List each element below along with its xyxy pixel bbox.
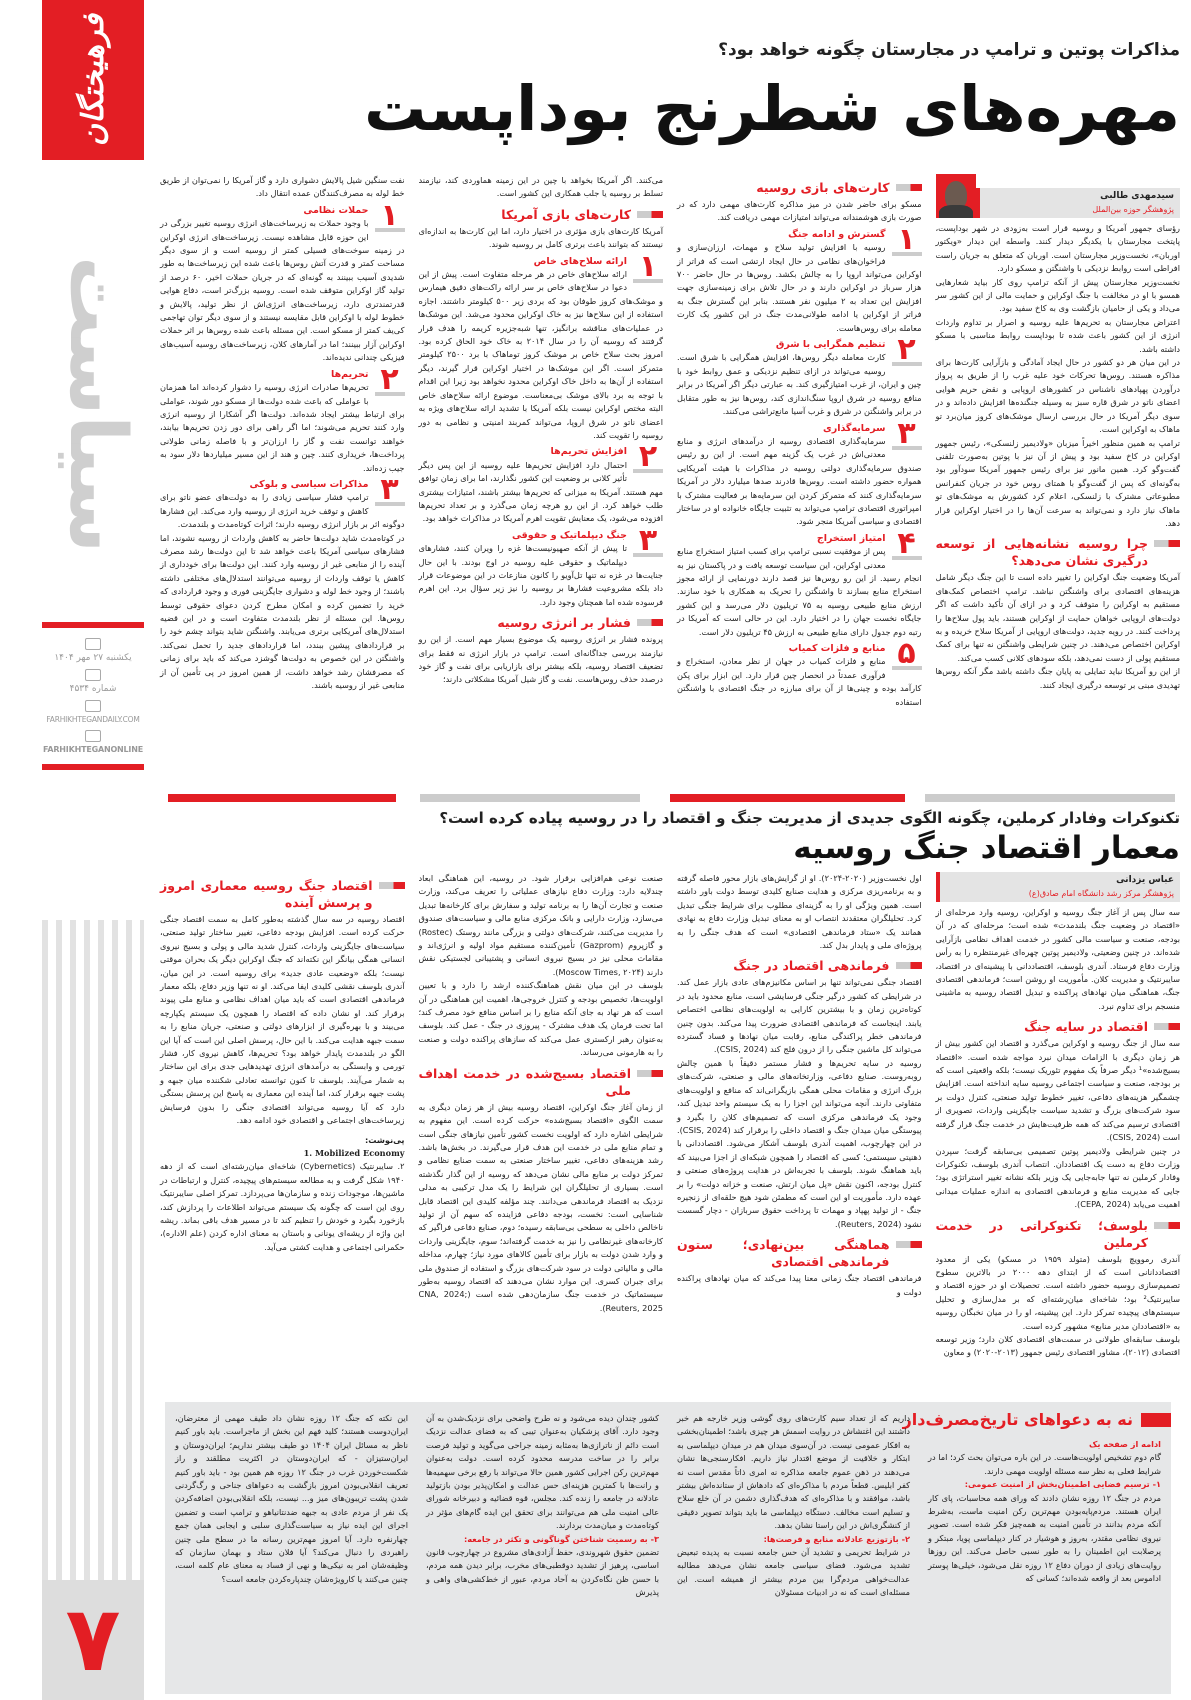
paragraph: بلوسف سابقه‌ای طولانی در سمت‌های اقتصادی کلان دارد؛ وزیر توسعه اقتصادی (۲۰۱۲)، مشاور اقتصادی رئیس جمهور (۲۰۱۳-۲۰۲۰) و معاون [935,1333,1180,1358]
numbered-subheading: تنظیم همگرایی با شرق [775,339,886,351]
author-box [936,872,1181,902]
section-number: ۲ [892,338,922,366]
paragraph: ارائه سلاح‌های خاص در هر مرحله متفاوت است. پیش از این دعوا در سلاح‌های خاص بر سر ارائه راکت‌های دقیق هیمارس و موشک‌های کروز طوفان بود که بردی زیر ۵۰۰ کیلومتر داشتند. اجازه استفاده از این سلاح‌ها نیز به خاک اوکراین محدود می‌شد. این موشک‌ها در عملیات‌های مناقشه برانگیز، تنها شبه‌جزیره کریمه را هدف قرار گرفتند که روسیه آن را در سال ۲۰۱۴ به خاک خود الحاق کرده بود. امروز بحث سلاح خاص بر موشک کروز توماهاک با برد ۲۵۰۰ کیلومتر متمرکز است. اگر این موشک‌ها در اختیار اوکراین قرار گیرند، دیگر استفاده از آن‌ها به داخل خاک اوکراین محدود نخواهد بود زیرا این اقدام با توجه به برد بالای موشک بی‌معناست. موضوع ارائه سلاح‌های خاص البته مختص اوکراین نیست بلکه آمریکا با تشدید ارائه سلاح‌های ویژه به اعضای ناتو در شرق اروپا، می‌تواند کمربند امنیتی و نظامی به دور روسیه را تقویت کند. [418,269,663,440]
subheading: اقتصاد در سایه جنگ [936,1018,1181,1035]
article2-headline: معمار اقتصاد جنگ روسیه [793,830,1180,866]
article1-header [160,40,1180,154]
issue-number: شماره ۴۵۳۴ [69,684,117,694]
issue-info [42,622,144,780]
paragraph: احتمال دارد افزایش تحریم‌ها علیه روسیه از این پس دیگر تأثیر کلانی بر وضعیت این کشور نگذارند، اما برای زمان توافق مهم هستند. آمریکا به میزانی که تحریم‌ها بیشتر باشند، امتیازات بیشتری طلب خواهد کرد. از این رو هرچه زمان می‌گذرد و بر تعداد تحریم‌ها افزوده می‌شود، یک معنایش تقویت اهرم آمریکا در مذاکرات خواهد بود. [418,459,663,524]
paragraph: مردم در جنگ ۱۲ روزه نشان دادند که ورای همه محاسبات، پای کار ایران هستند. مردم‌پایه‌بودن مهم‌ترین رکن امنیت ماست، به‌شرط آنکه مردم بدانند در تأمین امنیت به همه‌چیز فکر شده است. تصویر نیروی نظامی مقتدر، به‌روز و هوشیار در کنار دیپلماسی پویا، مبتکر و پرصلابت این اطمینان را به طور نسبی حاصل می‌کند. این روزها روایت‌های زیادی از دوران دفاع ۱۲ روزه نقل می‌شود، خیلی‌ها پوستر اداموس بعد از واقعه شده‌اند؛ کسانی که [928,1492,1161,1584]
paragraph: مسکو برای حاضر شدن در میز مذاکره کارت‌های مهمی دارد که در صورت بازی هوشمندانه می‌تواند امتیازات مهمی دریافت کند. [677,199,922,223]
editorial-body [175,1412,1161,1688]
article2-body [160,872,1180,1396]
paragraph: نفت سنگین شیل پالایش دشواری دارد و گاز آمریکا را نمی‌توان از طریق خط لوله به مصرف‌کنندگان عمده انتقال داد. [160,175,405,199]
section-number: ۲ [633,445,663,473]
paragraph: از زمان آغاز جنگ اوکراین، اقتصاد روسیه بیش از هر زمان دیگری به سمت الگوی «اقتصاد بسیج‌شده» حرکت کرده است. این مفهوم به شرایطی اشاره دارد که اولویت نخست کشور تأمین نیازهای جنگی است و تمام منابع ملی در خدمت این هدف قرار می‌گیرند. در بخش‌ها باشد. رشد هزینه‌های دفاعی، تغییر ساختار صنعتی به سمت صنایع نظامی و تمرکز دولت بر منابع مالی نشان می‌دهد که روسیه از این گذار نگذشته است. بسیاری از تحلیلگران این شرایط را یک مدل ترکیبی به مدلی نزدیک به اقتصاد فرماندهی می‌دانند. چند مؤلفه کلیدی این اقتصاد قابل شناسایی است: نخست، بودجه دفاعی فزاینده که سهم آن از تولید ناخالص داخلی به سطحی بی‌سابقه رسیده؛ دوم، صنایع دفاعی فراگیر که کارخانه‌های غیرنظامی را نیز به خدمت گرفته‌اند؛ سوم، جایگزینی واردات و وارد شدن دولت به بازار برای تأمین کالاهای مورد نیاز؛ چهارم، مداخله مالی و مالیاتی دولت در سود شرکت‌های بزرگ و استفاده از صندوق ملی برای جبران کسری. این موارد نشان می‌دهند که اقتصاد روسیه به‌طور سیستماتیک در خدمت جنگ سازمان‌دهی شده است (CNA, 2024; Reuters, 2025). [418,1101,663,1313]
numbered-section [677,332,922,368]
paragraph: سرمایه‌گذاری اقتصادی روسیه از درآمدهای انرژی و منابع معدنی‌اش در غرب یک گزینه مهم است. از این رو رئیس صندوق سرمایه‌گذاری دولتی روسیه در مذاکرات با هیئت آمریکایی همواره حضور داشته است. روس‌ها قادرند صدها میلیارد دلار در آمریکا سرمایه‌گذاری کنند که متمرکز کردن این سرمایه‌ها بر فعالیت مشترک با امپراتوری اقتصادی ترامپ می‌تواند به تثبیت جایگاه خانواده او در ساختار اقتصادی و سیاسی آمریکا منجر شود. [677,435,922,527]
text-column [928,1412,1161,1585]
section-number: ۳ [633,529,663,557]
text-column [175,1412,408,1586]
decorative-pattern [42,920,144,1580]
divider [168,794,396,802]
text-column [677,1412,910,1600]
editorial-box [165,1402,1171,1694]
section-title: سیاست [52,256,142,554]
paragraph: روسیه در سایه تحریم‌ها و فشار مستمر دقیقاً با همین چالش روبه‌روست. صنایع دفاعی، وزارتخانه‌های مالی و صنعتی، شرکت‌های بزرگ انرژی و مقامات محلی همگی بازیگرانی‌اند که منافع و اولویت‌های متفاوتی دارند. آنچه می‌تواند این اجزا را به یک سیستم واحد تبدیل کند، وجود یک فرماندهی مرکزی است که تصمیم‌های کلان را بگیرد و پیوستگی میان میدان جنگ و اقتصاد داخلی را برقرار کند (CSIS, 2024). در این چهارچوب، اهمیت آندری بلوسف آشکار می‌شود. اقتصاددانی با ذهنیتی سیستمی؛ کسی که اقتصاد را همچون شبکه‌ای از اجزا می‌بیند که باید هماهنگ شوند. بلوسف با تجربه‌اش در هدایت پروژه‌های صنعتی و کنترل بودجه، اکنون نقش «پل میان ارتش، صنعت و خزانه دولت» را بر عهده دارد. مأموریت او این است که مطمئن شود هیچ حلقه‌ای از زنجیره جنگ - از تولید پهپاد و مهمات تا پرداخت حقوق سربازان - دچار گسست نشود (Reuters, 2024). [677,1057,922,1229]
website-icon [85,700,101,712]
numbered-section [160,197,405,233]
article1-body [160,174,1180,788]
website-link[interactable]: FARHIKHTEGANDAILY.COM [46,715,140,724]
paragraph: بلوسف در این میان نقش هماهنگ‌کننده ارشد را دارد و با تعیین اولویت‌ها، تخصیص بودجه و کنترل خروجی‌ها، اهمیت این هماهنگی در آن است که هر نهاد به جای آنکه منابع را بر اساس منافع خود مصرف کند؛ اما تحت فرمان یک هدف مشترک - پیروزی در جنگ - عمل کند. بلوسف به‌عنوان رهبر ارکستری عمل می‌کند که سازهای پراکنده دولت و صنعت را به هارمونی می‌رساند. [418,980,663,1058]
subheading: بلوسف؛ تکنوکراتی در خدمت کرملین [936,1217,1181,1251]
red-subheading: ۳- به رسمیت شناختن گوناگونی و تکثر در جامعه: [463,1533,659,1544]
numbered-section [160,471,405,507]
section-number: ۳ [375,478,405,506]
numbered-subheading: گسترش و ادامه جنگ [788,228,886,240]
author-byline [936,872,1181,902]
section-number: ۵ [892,642,922,670]
section-number: ۱ [892,228,922,256]
paragraph: پرونده فشار بر انرژی روسیه یک موضوع بسیار مهم است. از این رو نیازمند بررسی جداگانه‌ای است. ترامپ در بازار انرژی نه فقط برای تضعیف اقتصاد روسیه، بلکه بیشتر برای بازاریابی برای نفت و گاز خود درصدد حذف روس‌هاست. نفت و گاز شیل آمریکا مشکلاتی دارند؛ [418,634,663,685]
numbered-section [160,361,405,397]
paragraph: اقتصاد جنگی نمی‌تواند تنها بر اساس مکانیزم‌های عادی بازار عمل کند. در شرایطی که کشور درگیر جنگی فرسایشی است، منابع محدود باید در کوتاه‌ترین زمان و با بیشترین کارایی به اولویت‌های نظامی اختصاص یابند. اینجاست که فرماندهی اقتصادی ضرورت پیدا می‌کند. بدون چنین فرماندهی خطر پراکندگی منابع، رقابت میان نهادها و فساد گسترده می‌تواند کل ماشین جنگی را از درون فلج کند (CSIS, 2024). [677,977,922,1055]
paragraph: فرماندهی اقتصاد جنگ زمانی معنا پیدا می‌کند که میان نهادهای پراکنده دولت و [677,1273,922,1297]
text-column [160,872,405,1254]
numbered-section [677,525,922,561]
sidebar [0,0,150,1700]
text-column [677,872,922,1299]
footnotes-label: پی‌نوشت: [364,1134,405,1145]
paragraph: آمریکا کارت‌های بازی مؤثری در اختیار دارد، اما این کارت‌ها به اندازه‌ای نیستند که بتوانند باعث برتری کامل بر روسیه شوند. [418,225,663,250]
divider [42,764,144,770]
numbered-subheading: تحریم‌ها [331,368,369,380]
subheading: اقتصاد جنگ روسیه معماری امروز و پرسش آینده [160,877,405,911]
paragraph: منابع و فلزات کمیاب در جهان از نظر معادن، استخراج و فرآوری عمدتاً در انحصار چین قرار دارد. این ابزار برای پکن کارآمد بوده و چینی‌ها از آن برای مبارزه در جنگ اقتصادی با واشنگتن استفاده [677,656,922,707]
numbered-section [677,415,922,451]
paragraph: ترامپ فشار سیاسی زیادی را به دولت‌های عضو ناتو برای کاهش و توقف خرید انرژی از روسیه وارد می‌کند. این فشارها دوگونه اثر بر بازار انرژی روسیه دارند؛ اثرات کوتاه‌مدت و بلندمدت. [160,492,405,530]
text-column [936,872,1181,1360]
numbered-section [419,248,664,284]
calendar-icon [85,638,101,650]
divider [420,794,640,802]
social-handle[interactable]: FARHIKHTEGANONLINE [43,745,143,754]
numbered-section [677,221,922,257]
subheading: کارت‌های بازی آمریکا [419,206,664,223]
section-number: ۱ [375,204,405,232]
author-byline [936,174,1181,218]
section-number: ۱ [633,255,663,283]
numbered-subheading: منابع و فلزات کمیاب [788,643,886,654]
footnote: 1. Mobilized Economy [303,1147,405,1158]
red-subheading: ادامه از صفحه یک [1088,1439,1161,1449]
paragraph: آمریکا وضعیت جنگ اوکراین را تغییر داده است تا این جنگ دیگر شامل هزینه‌های اقتصادی برای واشنگتن نباشد. ترامپ اختصاص کمک‌های مستقیم به اوکراین را متوقف کرد و در ازای آن تأکید داشت که اگر دولت‌های اروپایی خواهان حمایت از اوکراین هستند، باید پول سلاح‌ها را پرداخت کنند. در رویه جدید، دولت‌های اروپایی از آمریکا سلاح خریده و به اوکراین اختصاص می‌دهند. در چنین شرایطی واشنگتن نه تنها برای کمک مستقیم پولی از دست نمی‌دهد، بلکه سودهای کلانی کسب می‌کند. [935,572,1180,663]
paragraph: ۲. سایبرنتیک (Cybernetics) شاخه‌ای میان‌رشته‌ای است که از دهه ۱۹۴۰ شکل گرفت و به مطالعه سیستم‌های پیچیده، کنترل و ارتباطات در ماشین‌ها، موجودات زنده و سازمان‌ها می‌پردازد. تمرکز اصلی سایبرنتیک روی این است که چگونه یک سیستم می‌تواند اطلاعات را پردازش کند، بازخورد بگیرد و خودش را تنظیم کند تا در مسیر هدف باقی بماند. ریشه این واژه از ریشه‌ای یونانی و باستان به معنای اداره کردن (علم الاداره)، حکمرانی اجتماعی و هدایت کشتی می‌آید. [160,1161,405,1252]
author-box [976,188,1181,218]
issue-date: یکشنبه ۲۷ مهر ۱۴۰۴ [54,653,132,663]
paragraph: اقتصاد روسیه در سه سال گذشته به‌طور کامل به سمت اقتصاد جنگی حرکت کرده است. افزایش بودجه دفاعی، تغییر ساختار تولید صنعتی، سیاست‌های جایگزینی واردات، کنترل شدید مالی و پولی و بسیج نیروی انسانی همگی بیانگر این نکته‌اند که جنگ اوکراین دیگر یک بحران موقتی نیست؛ بلکه «وضعیت عادی جدید» برای روسیه است. در این میان، آندری بلوسف نقشی کلیدی ایفا می‌کند. او نه تنها وزیر دفاع، بلکه معمار فرماندهی اقتصادی است که باید میان اهداف نظامی و منابع ملی پیوند برقرار کند. او نشان داده که اقتصاد را همچون یک سیستم یکپارچه می‌بیند و با بهره‌گیری از ابزارهای دولتی و صنعتی، جریان منابع را به سمت جبهه هدایت می‌کند. با این حال، پرسش اصلی این است که آیا این الگو در بلندمدت پایدار خواهد بود؟ تحریم‌ها، کاهش نیروی کار، فشار تورمی و وابستگی به درآمدهای انرژی تهدیدهایی جدی برای این ساختار به شمار می‌آیند. بلوسف تا کنون توانسته تعادلی شکننده میان جبهه و پشت جبهه برقرار کند، اما آینده این معماری به پاسخ این پرسش بستگی دارد که آیا روسیه می‌تواند اقتصادی جنگی را بدون فرسایش زیرساخت‌های اجتماعی و اقتصادی خود ادامه دهد. [160,914,405,1126]
paragraph: این نکته که جنگ ۱۲ روزه نشان داد طیف مهمی از معترضان، ایران‌دوست هستند؛ کلید فهم این بخش از ماجراست. باید باور کنیم ناظر به مسائل ایران ۱۴۰۴ دو طیف بیشتر نداریم؛ ایران‌دوستان و ایران‌ستیزان - که ایران‌دوستان در اکثریت مطلقند و راز شکست‌خوردن غرب در جنگ ۱۲ روزه هم همین بود - باید باور کنیم تعریف انقلابی‌بودن امروز بازگشت به دعواهای جناحی و رگ‌گردنی شدن پشت تریبون‌های میز و... نیست، بلکه انقلابی‌بودن اضافه‌کردن یک نفر از مردم عادی به جبهه ضدنتانیاهو و ترامپ است و تضمین اجرای این ایده نیاز به سیاست‌گذاری سلبی و ایجابی همان جمع چهارنفره دارد. آیا امروز مهم‌ترین رسانه ما در سطح ملی چنین راهبردی را دنبال می‌کند؟ آیا فلان ستاد و بهمان سازمان که وظیفه‌شان امر به نیکی‌ها و نهی از فساد به معنای عام کلمه است، چنین می‌کنند یا کارویژه‌شان چندپاره‌کردن جامعه است؟ [175,1413,409,1584]
paragraph: در این میان هر دو کشور در حال ایجاد آمادگی و بازآرایی کارت‌ها برای مذاکره هستند. روس‌ها تحرکات خود علیه غرب را از طریق به پرواز درآوردن پهپادهای ناشناس در کشورهای اروپایی و نقض حریم هوایی اعضای ناتو در شرق قاره سبز به وسیله جنگنده‌ها افزایش داده‌اند و در سوی دیگر آمریکا در حال بررسی ارسال موشک‌های کروز میان‌برد تو ماهاک به اوکراین است. [935,357,1180,435]
paragraph: تضمین حقوق شهروندی، حفظ آزادی‌های مشروع در چهارچوب قانون اساسی، پرهیز از تشدید دوقطبی‌های مخرب، برابر دیدن همه مردم، با حسن ظن نگاه‌کردن به آحاد مردم، عبور از خط‌کشی‌های واهی و پذیرش [426,1547,659,1598]
paragraph: روسیه با افزایش تولید سلاح و مهمات، ارزان‌سازی و فراخوان‌های نظامی در حال ایجاد ارتشی است که فراتر از اوکراین می‌تواند اروپا را به چالش بکشد. روس‌ها در حال حاضر ۷۰۰ هزار سرباز در اوکراین دارند و در حال تلاش برای زمینه‌سازی جهت افزایش این تعداد به ۲ میلیون نفر هستند. بنابر این گسترش جنگ به فراتر از اوکراین یا ادامه طولانی‌مدت جنگ در این کشور یک کارت معامله برای روس‌هاست. [677,242,922,333]
numbered-section [677,636,922,671]
text-column [936,174,1181,692]
paragraph: کارت معامله دیگر روس‌ها، افزایش همگرایی با شرق است. روسیه می‌تواند در ازای تنظیم نزدیکی و عمق روابط خود با چین و ایران، از غرب امتیازگیری کند. به عبارتی دیگر اگر آمریکا در برابر منافع روسیه در شرق اروپا سنگ‌اندازی کند، روس‌ها نیز به طور متقابل در برابر واشنگتن در شرق و غرب آسیا مانع‌تراشی می‌کنند. [677,352,922,417]
paragraph: در شرایط تحریمی و تشدید آن حس جامعه نسبت به پدیده تبعیض تشدید می‌شود. فضای سیاسی جامعه نشان می‌دهد مطالبه عدالت‌خواهی مردم‌گرا بین مردم بیشتر از همیشه است. این مسئله‌ای است که نه در ادبیات مسئولان [677,1547,910,1598]
section-number: ۴ [892,532,922,560]
section-number: ۳ [892,422,922,450]
subheading: اقتصاد بسیج‌شده در خدمت اهداف ملی [419,1065,664,1099]
text-column [677,174,922,709]
article1-headline: مهره‌های شطرنج بوداپست [364,72,1180,145]
newspaper-logo[interactable] [42,0,144,160]
numbered-subheading: ارائه سلاح‌های خاص [533,255,627,267]
paragraph: سه سال از جنگ روسیه و اوکراین می‌گذرد و اقتصاد این کشور بیش از هر زمان دیگری با الزامات میدان نبرد مواجه شده است. «اقتصاد بسیج‌شده»¹ دیگر صرفاً یک مفهوم تئوریک نیست؛ بلکه واقعیتی است که بر بودجه، صنعت و سیاست اجتماعی روسیه سایه انداخته است. افزایش چشمگیر هزینه‌های دفاعی، تغییر خطوط تولید صنعتی، کنترل دولت بر سود شرکت‌های بزرگ و تشدید سیاست جایگزینی واردات، تصویری از اقتصادی ترسیم می‌کند که همه ظرفیت‌هایش در خدمت جنگ قرار گرفته است (CSIS, 2024). [935,1038,1180,1143]
paragraph: می‌کنند. اگر آمریکا بخواهد با چین در این زمینه هماوردی کند، نیازمند تسلط بر روسیه یا جلب همکاری این کشور است. [418,175,663,199]
subheading: هماهنگی بین‌نهادی؛ ستون فرماندهی اقتصادی [677,1236,922,1270]
text-column [160,174,405,692]
paragraph: با وجود حملات به زیرساخت‌های انرژی روسیه تغییر بزرگی در این حوزه قابل مشاهده نیست. زیرساخت‌های انرژی اوکراین در زمینه سوخت‌های فسیلی کمتر از روسیه است و از سوی دیگر مساحت کمتر و قدرت آتش روس‌ها باعث شده این زیرساخت‌ها به طور شدیدی آسیب ببینند به گونه‌ای که در جریان حملات اخیر، ۶۰ درصد از تولید گاز اوکراین متوقف شده است. روسیه بزرگ‌تر است، دفاع هوایی قدرتمندتری دارد، زیرساخت‌های انرژی‌اش از نظر تولید، پالایش و خطوط لوله با اوکراین قابل مقایسه نیستند و از سوی دیگر توان تهاجمی کی‌یف کمتر از مسکو است. این مسئله باعث شده روس‌ها بر اثر حملات اوکراین آزار ببینند؛ اما در آمارهای کلان، زیرساخت‌های روسیه آسیب‌های فیزیکی چندانی ندیده‌اند. [160,218,405,363]
numbered-subheading: امتیاز استخراج [816,532,886,544]
paragraph: پس از موفقیت نسبی ترامپ برای کسب امتیاز استخراج منابع معدنی اوکراین، این سیاست توسعه یافت و در پاکستان نیز به انجام رسید. از این رو روس‌ها نیز قصد دارند دورنمایی از ارائه مجوز استخراج منابع بسازند تا واشنگتن را تحریک به همکاری با خود سازند. ارزش منابع طبیعی روسیه به ۷۵ تریلیون دلار می‌رسد و این کشور جایگاه نخست جهان را در اختیار دارد. این در حالی است که آمریکا در رتبه دوم جدول دارای منابع طبیعی به ارزش ۴۵ تریلیون دلار است. [677,546,922,637]
paragraph: گام دوم تشخیص اولویت‌هاست. در این باره می‌توان بحث کرد؛ اما در شرایط فعلی به نظر سه مسئله اولویت مهمی دارند. [928,1452,1161,1476]
paragraph: رؤسای جمهور آمریکا و روسیه قرار است به‌زودی در شهر بوداپست، پایتخت مجارستان با یکدیگر دیدار کنند. واسطه این دیدار «ویکتور اوربان»، نخست‌وزیر مجارستان است. اوربان که متعلق به جریان راست افراطی است روابط نزدیکی با واشنگتن و مسکو دارد. [935,223,1180,274]
numbered-section [419,439,664,475]
section-number: ۲ [375,368,405,396]
issue-number-icon [85,669,101,681]
social-icon [85,730,101,742]
text-column [419,174,664,687]
subheading: فرماندهی اقتصاد در جنگ [677,957,922,974]
author-role: پژوهشگر مرکز رشد دانشگاه امام صادق(ع) [1028,889,1174,898]
paragraph: داریم که از تعداد سیم کارت‌های روی گوشی وزیر خارجه هم خبر داشتند این اغتشاش در روایت اسمش هر چیزی باشد؛ اطمینان‌بخشی به افکار عمومی نیست. در آن‌سوی میدان هم در میدان دیپلماسی به ابتکار و خلاقیت از موضع اقتدار نیاز داریم. افکارسنجی‌ها نشان می‌دهند در ذهن عموم جامعه مذاکره نه امری ذاتاً مقدس است نه کفر ابلیس. قطعاً مردم با مذاکره‌ای که دادهاش از ستانده‌اش بیشتر باشد، موافقند و با مذاکره‌ای که هدف‌گذاری دشمن در آن خلع سلاح و تسلیم است مخالف. دستگاه دیپلماسی ما باید بتواند تصویر دقیقی از کنشگری‌اش در این راستا نشان بدهد. [677,1413,910,1531]
paragraph: کشور چندان دیده می‌شود و نه طرح واضحی برای نزدیک‌شدن به آن وجود دارد. آقای پزشکیان به‌عنوان تیبی که به فضای عدالت نزدیک است دائم از ناترازی‌ها به‌مثابه زمینه جراحی می‌گوید و تولید فرصت برابر را در ساخت مدرسه محدود کرده است. دولت به‌عنوان مهم‌ترین رکن اجرایی کشور همین حالا می‌تواند با رفع برخی سهمیه‌ها و رانت‌ها با کمترین هزینه‌ای حس عدالت و امکان‌پذیر بودن بازتولید عادلانه در جامعه را زنده کند. مجلس، قوه قضائیه و دبیرخانه شورای عالی امنیت ملی هم می‌توانند برای تحقق این ایده گام‌های مؤثر در کوتاه‌مدت و میان‌مدت بردارند. [426,1413,659,1531]
numbered-section [419,522,664,558]
paragraph: اعتراض مجارستان به تحریم‌ها علیه روسیه و اصرار بر تداوم واردات انرژی از این کشور باعث شده تا بوداپست روابط مناسبی با مسکو داشته باشد. [935,316,1180,354]
paragraph: از این رو آمریکا نباید تمایلی به پایان جنگ داشته باشد مگر آنکه روس‌ها تهدیدی مبنی بر توسعه درگیری ایجاد کنند. [935,666,1180,690]
numbered-subheading: افزایش تحریم‌ها [550,446,627,458]
subheading: چرا روسیه نشانه‌هایی از توسعه درگیری نشان می‌دهد؟ [936,535,1181,569]
divider [670,794,905,802]
paragraph: اول نخست‌وزیر (۲۰۲۰-۲۰۲۴). او از گرایش‌های بازار محور فاصله گرفته و به برنامه‌ریزی مرکزی و هدایت صنایع کلیدی توسط دولت باور داشته است. همین ویژگی او را به گزینه‌ای مطلوب برای شرایط جنگی تبدیل کرد. تحلیلگران معتقدند انتصاب او به معنای تبدیل وزارت دفاع به نهادی همانند یک «ستاد فرماندهی اقتصادی» است که هدف جنگی را به پروژه‌ای ملی و پایدار بدل کند. [677,873,922,951]
paragraph: سه سال پس از آغاز جنگ روسیه و اوکراین، روسیه وارد مرحله‌ای از «اقتصاد در وضعیت جنگ بلندمدت» شده است؛ مرحله‌ای که در آن بودجه، صنعت و سیاست مالی کشور در خدمت اهداف نظامی بازآرایی شده‌اند. در چنین وضعیتی، ولادیمیر پوتین چهره‌ای غیرمنتظره را به رأس وزارت دفاع فرستاد. آندری بلوسف، اقتصاددانی با پیشینه‌ای در اقتصاد، سایبرنتیک و مدیریت کلان. مأموریت او روشن است؛ فرماندهی اقتصادی جنگ، هماهنگی میان نهادهای پراکنده و تبدیل اقتصاد روسیه به ماشینی منسجم برای تداوم نبرد. [935,907,1180,1011]
author-name: عباس یزدانی [1116,875,1174,885]
article2-kicker: تکنوکرات وفادار کرملین، چگونه الگوی جدیدی از مدیریت جنگ و اقتصاد را در روسیه پیاده کرده است؟ [439,809,1180,827]
numbered-subheading: جنگ دیپلماتیک و حقوقی [511,529,627,541]
article1-kicker: مذاکرات پوتین و ترامپ در مجارستان چگونه خواهد بود؟ [718,40,1180,60]
divider [925,794,1175,802]
author-photo [936,174,976,218]
numbered-subheading: حملات نظامی [303,204,369,216]
subheading: فشار بر انرژی روسیه [419,614,664,631]
numbered-subheading: مذاکرات سیاسی و بلوکی [249,478,369,490]
paragraph: نخست‌وزیر مجارستان پیش از آنکه ترامپ روی کار بیاید شعارهایی همسو با او در مخالفت با جنگ اوکراین و حمایت مالی از این کشور سر می‌داد و یکی از حامیان بازگشت وی به کاخ سفید بود. [935,276,1180,314]
paragraph: در چنین شرایطی ولادیمیر پوتین تصمیمی بی‌سابقه گرفت؛ سپردن وزارت دفاع به دست یک اقتصاددان. انتصاب آندری بلوسف، تکنوکرات وفادار کرملین نه تنها جابه‌جایی یک وزیر بلکه نشانه تغییر استراتژی بود؛ جایی که مدیریت منابع و فرماندهی اقتصادی به اندازه عملیات میدانی اهمیت می‌یابد (CEPA, 2024). [935,1145,1180,1210]
page-number: ۷ [42,1580,144,1700]
paragraph: تحریم‌ها صادرات انرژی روسیه را دشوار کرده‌اند اما همزمان با عواملی که باعث شده دولت‌ها از مسکو دور شوند، عواملی برای ارتباط بیشتر ایجاد شده‌اند. دولت‌ها اگر آشکارا از روسیه انرژی وارد کنند تحریم می‌شوند؛ اما اگر راهی برای دور زدن تحریم‌ها بیابند، خواهند توانست نفت و گاز را ارزان‌تر و با فاصله زمانی طولانی پرداخت‌ها، خریداری کنند. چین و هند از این مسیر میلیاردها دلار سود به جیب زده‌اند. [160,382,405,473]
paragraph: ترامپ به همین منظور اخیراً میزبان «ولادیمیر زلنسکی»، رئیس جمهور اوکراین در کاخ سفید بود و پیش از آن نیز با پوتین به‌صورت تلفنی گفت‌وگو کرد. همین مانور نیز برای رئیس جمهور آمریکا سودآور بود به‌گونه‌ای که پس از گفت‌وگو با همتای روس خود در جریان کنفرانس مطبوعاتی مشترک با زلنسکی، اعلام کرد کشورش به موشک‌های تو ماهاک نیاز دارد و نمی‌تواند به سرعت آن‌ها را در اختیار اوکراین قرار دهد. [935,437,1180,528]
text-column [419,872,664,1315]
text-column [426,1412,659,1600]
article2-header [160,808,1180,868]
numbered-subheading: سرمایه‌گذاری [823,422,886,434]
editorial-title: نه به دعواهای تاریخ‌مصرف‌دار [903,1410,1171,1429]
red-subheading: ۲- بازتوزیع عادلانه منابع و فرصت‌ها: [763,1533,910,1544]
author-role: پژوهشگر حوزه بین‌الملل [1092,205,1174,214]
paragraph: صنعت نوعی هم‌افزایی برقرار شود. در روسیه، این هماهنگی ابعاد چندلایه دارد: وزارت دفاع نیازهای عملیاتی را تعریف می‌کند، وزارت صنعت و تجارت آن‌ها را به برنامه تولید و سفارش برای کارخانه‌ها تبدیل می‌سازد، وزارت دارایی و بانک مرکزی منابع مالی و سیاست‌های صندوق را مدیریت می‌کنند، شرکت‌های دولتی و بزرگی مانند روستک (Rostec) و گازپروم (Gazprom) تأمین‌کننده مستقیم مواد اولیه و انرژی‌اند و مقامات محلی نیز در بسیج نیروی انسانی و پشتیبانی لجستیکی نقش دارند (Moscow Times, ۲۰۲۴). [418,873,663,977]
red-subheading: ۱- ترسیم فضایی اطمینان‌بخش از امنیت عمومی: [964,1479,1161,1490]
paragraph: تا پیش از آنکه صهیونیست‌ها غزه را ویران کنند، فشارهای دیپلماتیک و حقوقی علیه روسیه در اوج بودند. با این حال جنایت‌ها در غزه نه تنها تل‌آویو را کانون منازعات در این موضوعات قرار داد بلکه مشروعیت فشارها بر روسیه را نیز زیر سؤال برد. این اهرم فرسوده شده اما همچنان وجود دارد. [418,543,663,607]
paragraph: آندری رموویچ بلوسف (متولد ۱۹۵۹ در مسکو) یکی از معدود اقتصاددانانی است که از ابتدای دهه ۲۰۰۰ در بالاترین سطوح تصمیم‌سازی روسیه حضور داشته است. تحصیلات او در حوزه اقتصاد و سایبرنتیک² بود؛ شاخه‌ای میان‌رشته‌ای که بر مدل‌سازی و تحلیل سیستم‌های پیچیده تمرکز دارد. این پیشینه، او را در میان نخبگان روسیه به «اقتصاددان مدیر منابع» مشهور کرده است. [935,1253,1180,1331]
divider [42,622,144,628]
logo-text: فرهیختگان [75,14,111,146]
subheading: کارت‌های بازی روسیه [677,179,922,196]
author-name: سیدمهدی طالبی [1100,191,1174,201]
paragraph: در کوتاه‌مدت شاید دولت‌ها حاضر به کاهش واردات از روسیه نشوند، اما فشارهای سیاسی آمریکا باعث خواهد شد تا این دولت‌ها رشد مصرف آینده را از منابعی غیر از روسیه وارد کنند. این دولت‌ها برای خودداری از کاهش یا توقف واردات از روسیه می‌توانند استدلال‌های مختلفی داشته باشند؛ از وجود خط لوله و دشواری جایگزینی فوری و وجود قراردادی که خرید را تضمین کرده و امکان مطرح کردن دعوای حقوقی توسط روس‌ها. این مسئله از نظر بلندمدت متفاوت است و در این قضیه استدلال‌های آمریکایی برتری می‌یابند. واشنگتن شاید بتواند چشم خود را بر قراردادهای پیشین ببندد، اما قراردادهای جدید را تحمل نمی‌کند. واشنگتن در این خصوص به دولت‌ها گوشزد می‌کند که باید برای زمانی که مصرفشان رشد خواهد داشت، از همین امروز در پی تأمین آن از منابعی غیر از روسیه باشند. [160,532,405,691]
